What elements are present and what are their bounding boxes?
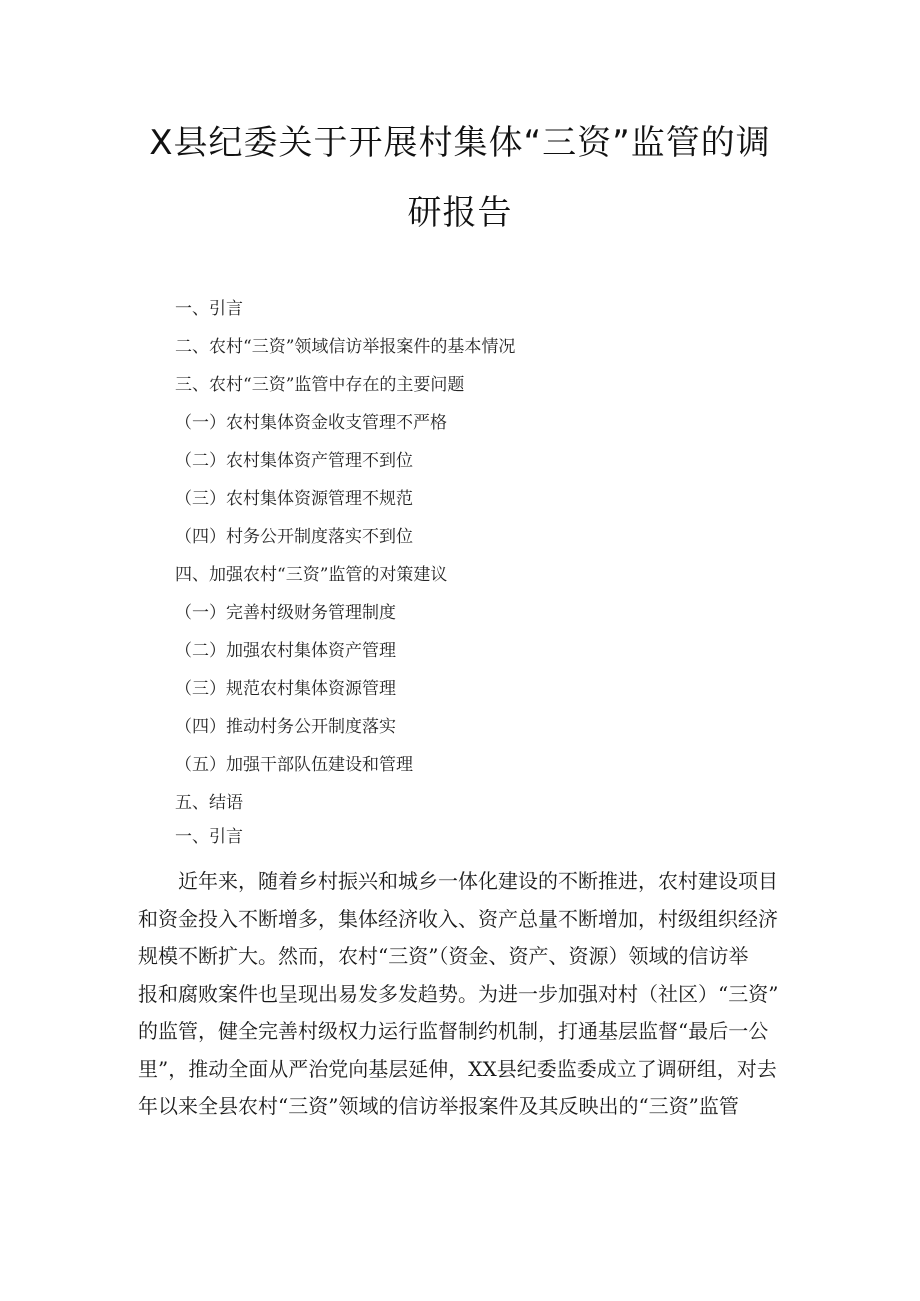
- paragraph-line: 规模不断扩大。然而，农村“三资”（资金、资产、资源）领域的信访举: [138, 944, 749, 968]
- toc-subitem: （四）村务公开制度落实不到位: [175, 527, 413, 547]
- document-title: [0, 108, 920, 248]
- toc-item: 五、结语: [175, 793, 243, 813]
- section-heading: 一、引言: [175, 827, 243, 847]
- toc-item: 三、农村“三资”监管中存在的主要问题: [175, 375, 465, 395]
- paragraph: [138, 863, 788, 1126]
- table-of-contents: [175, 290, 815, 822]
- toc-subitem: （五）加强干部队伍建设和管理: [175, 755, 413, 775]
- document-title-line-2: 研报告: [407, 193, 513, 233]
- paragraph-line: 和资金投入不断增多，集体经济收入、资产总量不断增加，村级组织经济: [138, 906, 778, 931]
- toc-subitem: （三）农村集体资源管理不规范: [175, 489, 413, 509]
- toc-item: 二、农村“三资”领域信访举报案件的基本情况: [175, 337, 516, 357]
- toc-subitem: （二）农村集体资产管理不到位: [175, 451, 413, 471]
- body-paragraph: [138, 863, 788, 1126]
- paragraph-line: 年以来全县农村“三资”领域的信访举报案件及其反映出的“三资”监管: [138, 1094, 739, 1118]
- toc-subitem: （一）完善村级财务管理制度: [175, 603, 396, 623]
- toc-item: 一、引言: [175, 299, 243, 319]
- toc-item: 四、加强农村“三资”监管的对策建议: [175, 565, 448, 585]
- document-title-line-1: X县纪委关于开展村集体“三资”监管的调: [149, 123, 771, 163]
- paragraph-line: 的监管，健全完善村级权力运行监督制约机制，打通基层监督“最后一公: [138, 1019, 769, 1043]
- paragraph-line: 里”，推动全面从严治党向基层延伸，XX县纪委监委成立了调研组，对去: [138, 1056, 777, 1081]
- toc-subitem: （四）推动村务公开制度落实: [175, 717, 396, 737]
- toc-subitem: （三）规范农村集体资源管理: [175, 679, 396, 699]
- toc-subitem: （一）农村集体资金收支管理不严格: [175, 413, 447, 433]
- paragraph-line: 报和腐败案件也呈现出易发多发趋势。为进一步加强对村（社区）“三资”: [138, 981, 779, 1006]
- paragraph-line: 近年来，随着乡村振兴和城乡一体化建设的不断推进，农村建设项目: [178, 869, 778, 893]
- toc-subitem: （二）加强农村集体资产管理: [175, 641, 396, 661]
